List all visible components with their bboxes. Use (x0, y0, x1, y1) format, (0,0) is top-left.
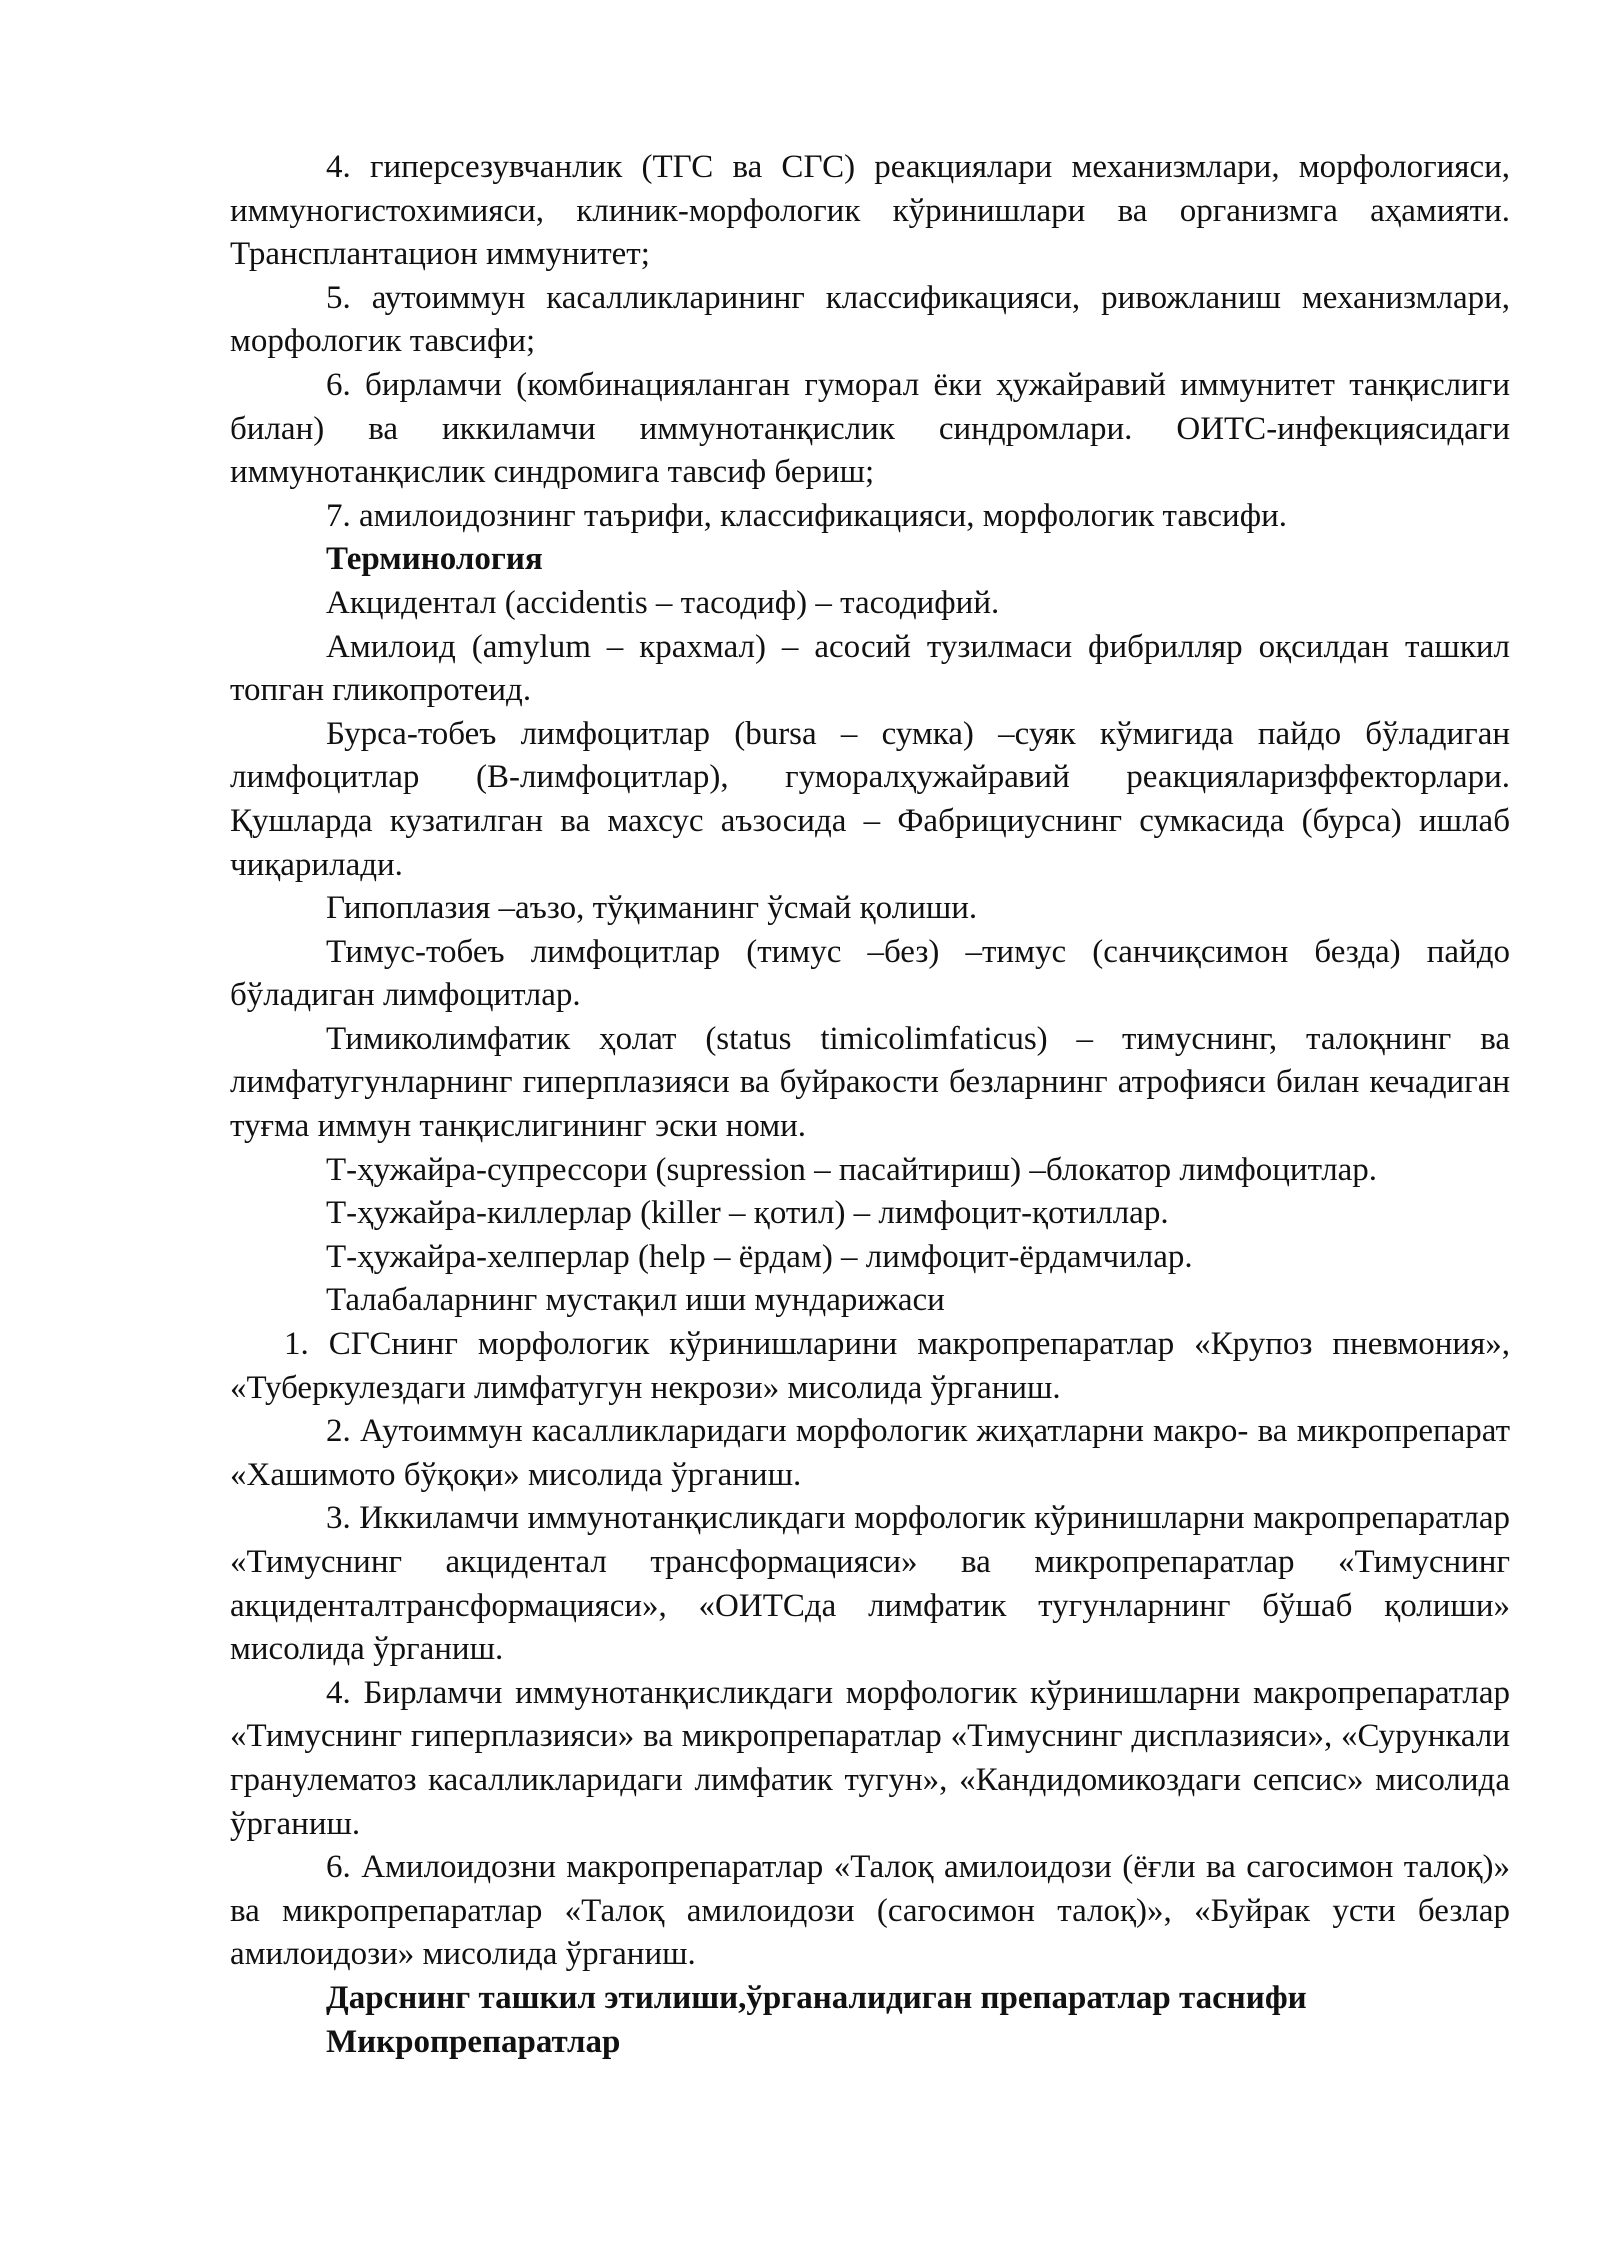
objective-item-4: 4. гиперсезувчанлик (ТГС ва СГС) реакциялари механизмлари, морфологияси, иммуногистохимияси, клиник-морфологик кўринишлари ва организмга аҳамияти. Трансплантацион иммунитет; (230, 149, 1510, 273)
work-item-2: 2. Аутоиммун касалликларидаги морфологик жиҳатларни макро- ва микропрепарат «Хашимото бўқоқи» мисолида ўрганиш. (230, 1413, 1510, 1493)
lesson-organization-heading: Дарснинг ташкил этилиши,ўрганалидиган препаратлар таснифи (326, 1979, 1307, 2016)
micropreparations-heading: Микропрепаратлар (326, 2023, 621, 2060)
terminology-heading: Терминология (326, 541, 543, 578)
term-bursa-dependent: Бурса-тобеъ лимфоцитлар (bursa – сумка) –суяк кўмигида пайдо бўладиган лимфоцитлар (В-лимфоцитлар), гуморалҳужайравий реакцияларизффекторлари. Қушларда кузатилган ва махсус аъзосида – Фабрициуснинг сумкасида (бурса) ишлаб чиқарилади. (230, 715, 1510, 883)
term-accidental: Акцидентал (accidentis – тасодиф) – тасодифий. (326, 584, 1000, 621)
term-thymus-dependent: Тимус-тобеъ лимфоцитлар (тимус –без) –тимус (санчиқсимон безда) пайдо бўладиган лимфоцитлар. (230, 933, 1510, 1014)
term-hypoplasia: Гипоплазия –аъзо, тўқиманинг ўсмай қолиши. (326, 890, 978, 927)
term-thymicolymphatic: Тимиколимфатик ҳолат (status timicolimfaticus) – тимуснинг, талоқнинг ва лимфатугунларнинг гиперплазияси ва буйракости безларнинг атрофияси билан кечадиган туғма иммун танқислигининг эски номи. (230, 1020, 1510, 1145)
objective-item-6: 6. бирламчи (комбинацияланган гуморал ёки ҳужайравий иммунитет танқислиги билан) ва иккиламчи иммунотанқислик синдромлари. ОИТС-инфекциясидаги иммунотанқислик синдромига тавсиф бериш; (230, 366, 1510, 491)
objective-item-5: 5. аутоиммун касалликларининг классификацияси, ривожланиш механизмлари, морфологик тавсифи; (230, 279, 1510, 360)
independent-work-title: Талабаларнинг мустақил иши мундарижаси (326, 1282, 945, 1319)
term-t-suppressor: Т-ҳужайра-супрессори (supression – пасайтириш) –блокатор лимфоцитлар. (326, 1151, 1378, 1188)
term-amyloid: Амилоид (amylum – крахмал) – асосий тузилмаси фибрилляр оқсилдан ташкил топган гликопротеид. (230, 628, 1510, 709)
work-item-4: 4. Бирламчи иммунотанқисликдаги морфологик кўринишларни макропрепаратлар «Тимуснинг гиперплазияси» ва микропрепаратлар «Тимуснинг дисплазияси», «Сурункали гранулематоз касалликларидаги лимфатик тугун», «Кандидомикоздаги сепсис» мисолида ўрганиш. (230, 1674, 1510, 1842)
work-item-3: 3. Иккиламчи иммунотанқисликдаги морфологик кўринишларни макропрепаратлар «Тимуснинг акцидентал трансформацияси» ва микропрепаратлар «Тимуснинг акциденталтрансформацияси», «ОИТСда лимфатик тугунларнинг бўшаб қолиши» мисолида ўрганиш. (230, 1500, 1510, 1668)
term-t-helper: Т-ҳужайра-хелперлар (help – ёрдам) – лимфоцит-ёрдамчилар. (326, 1238, 1193, 1275)
objective-item-7: 7. амилоидознинг таърифи, классификацияси, морфологик тавсифи. (326, 497, 1288, 534)
term-t-killer: Т-ҳужайра-киллерлар (killer – қотил) – лимфоцит-қотиллар. (326, 1195, 1169, 1232)
work-item-6: 6. Амилоидозни макропрепаратлар «Талоқ амилоидози (ёғли ва сагосимон талоқ)» ва микропрепаратлар «Талоқ амилоидози (сагосимон талоқ)», «Буйрак усти безлар амилоидози» мисолида ўрганиш. (230, 1849, 1510, 1973)
work-item-1: 1. СГСнинг морфологик кўринишларини макропрепаратлар «Крупоз пневмония», «Туберкулездаги лимфатугун некрози» мисолида ўрганиш. (230, 1326, 1510, 1406)
